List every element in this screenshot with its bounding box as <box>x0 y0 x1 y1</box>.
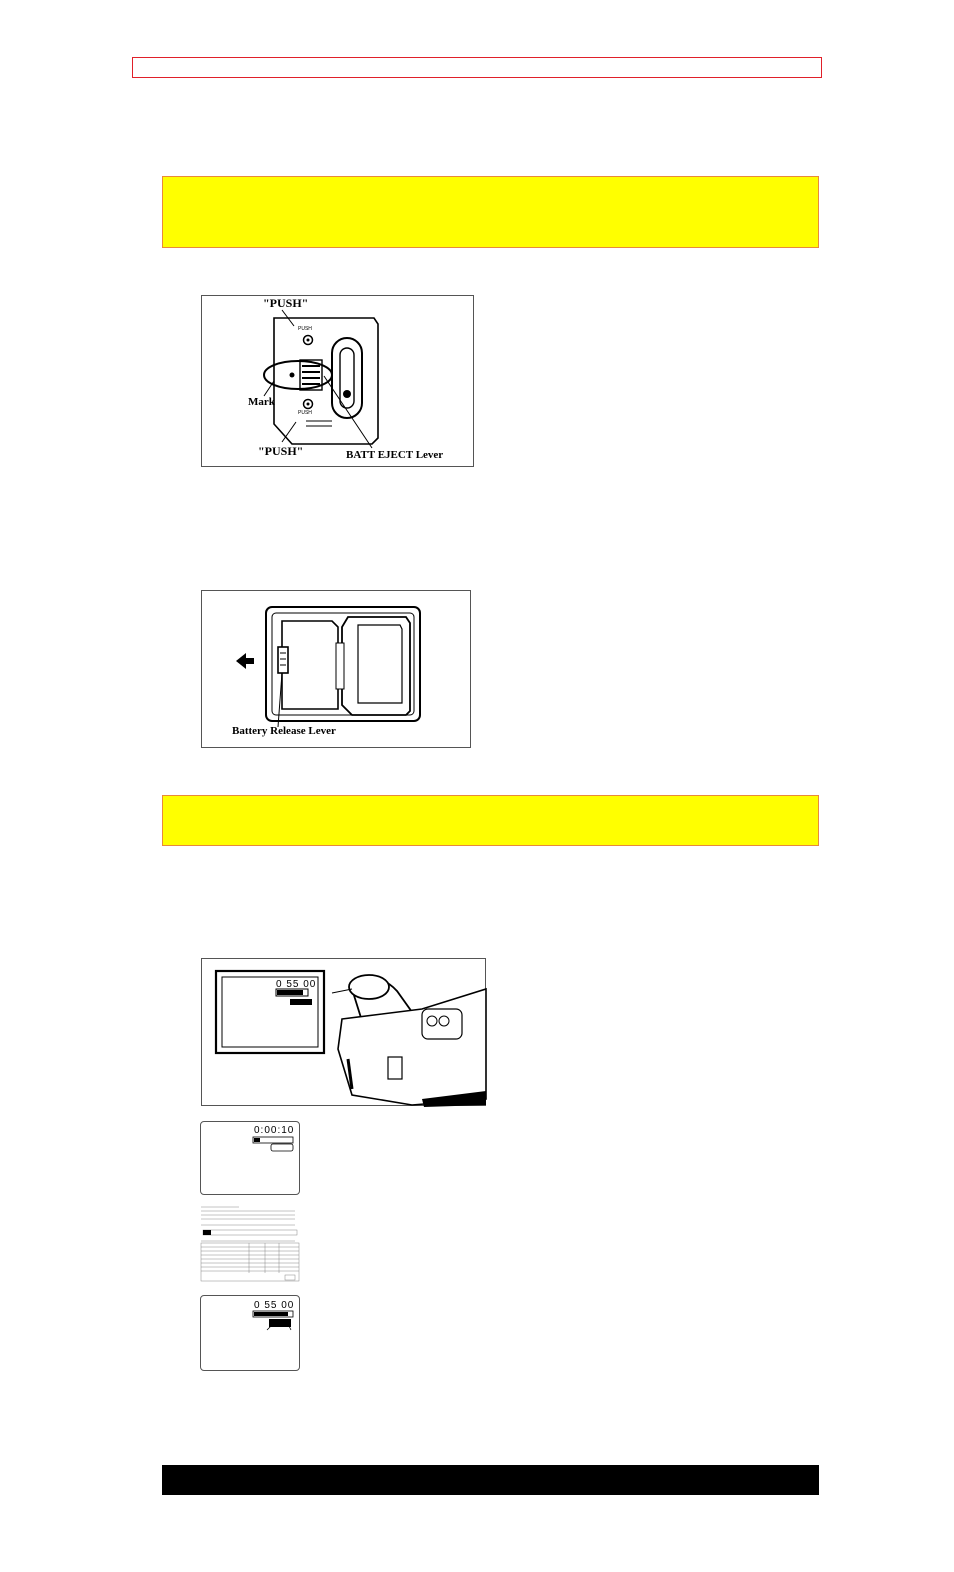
figure-display-empty <box>200 1121 300 1195</box>
mark-label: Mark <box>248 396 275 408</box>
section-heading-band-2 <box>162 795 819 846</box>
push-small-bottom: PUSH <box>298 410 312 416</box>
footer-bar <box>162 1465 819 1495</box>
section-heading-band-1 <box>162 176 819 248</box>
header-frame <box>132 57 822 78</box>
viewfinder-timecode: 0 55 00 <box>276 979 317 990</box>
display-timecode-10: 0:00:10 <box>254 1125 295 1136</box>
push-bottom-label: "PUSH" <box>258 444 304 458</box>
figure-display-full <box>200 1295 300 1371</box>
push-top-label: "PUSH" <box>263 296 309 310</box>
figure-battery-release <box>201 590 471 748</box>
figure-batt-eject <box>201 295 474 467</box>
batt-eject-lever-label: BATT EJECT Lever <box>346 449 444 461</box>
push-small-top: PUSH <box>298 326 312 332</box>
figure-viewfinder-display <box>201 958 486 1106</box>
figure-form-thumbnail <box>199 1203 301 1285</box>
display-timecode-55: 0 55 00 <box>254 1300 295 1311</box>
battery-release-lever-label: Battery Release Lever <box>232 725 336 737</box>
